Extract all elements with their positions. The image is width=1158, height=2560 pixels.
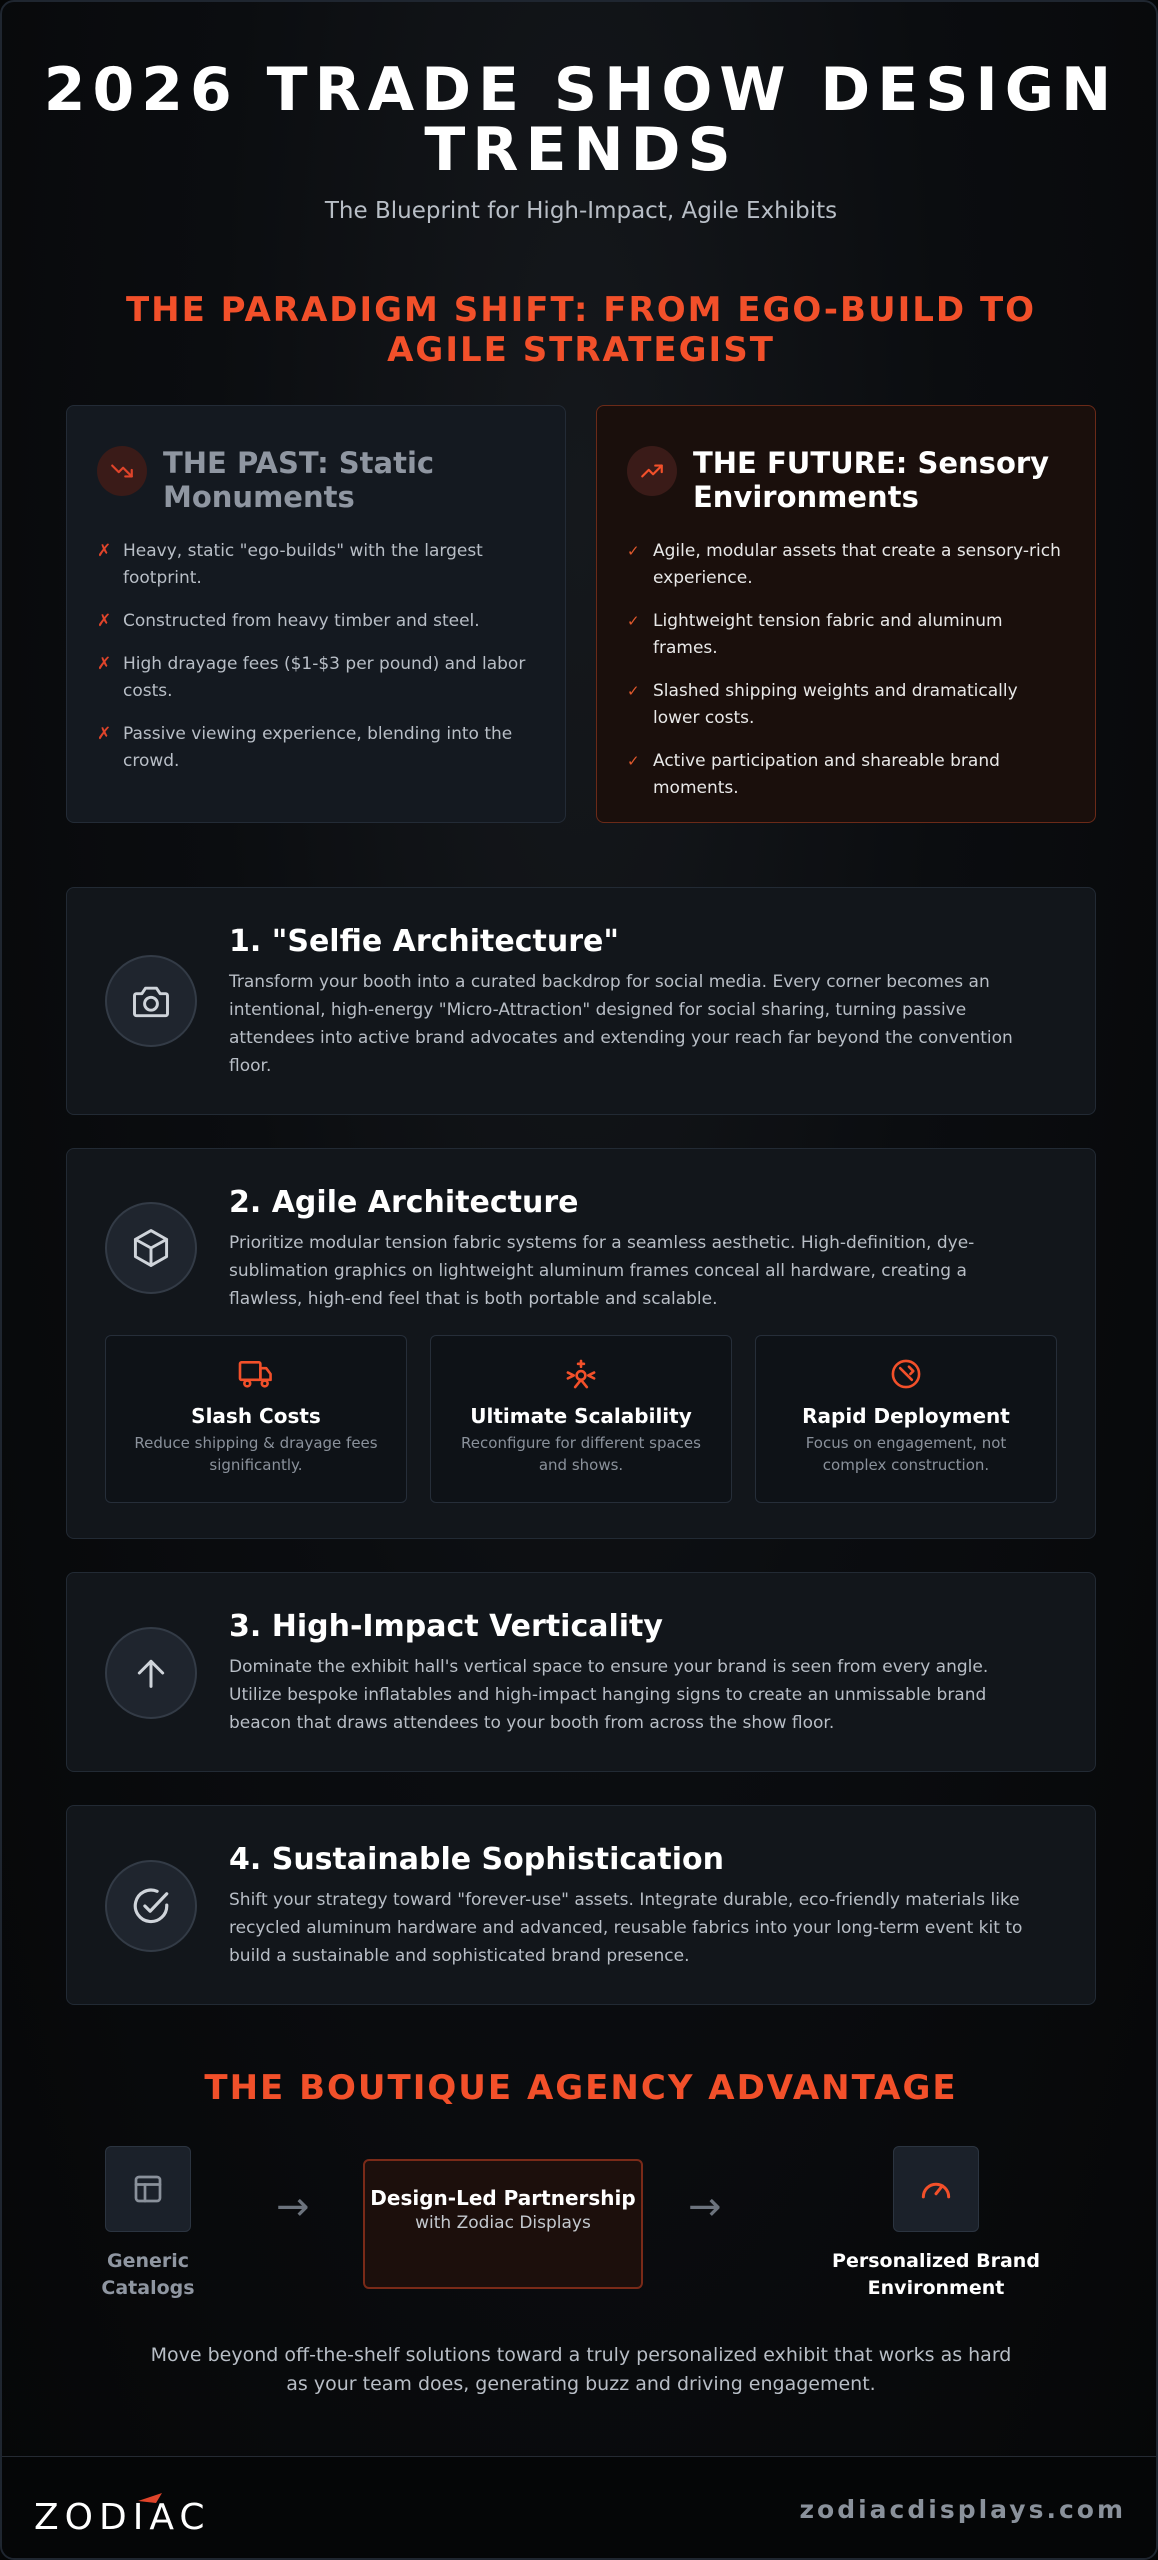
svg-text:ZODIAC: ZODIAC: [34, 2497, 204, 2537]
benefit-title: Slash Costs: [191, 1404, 321, 1428]
trend-card-sustainable: [66, 1805, 1096, 2005]
advantage-heading: THE BOUTIQUE AGENCY ADVANTAGE: [204, 2068, 958, 2108]
future-card: [596, 405, 1096, 823]
check-icon: ✓: [627, 682, 640, 700]
catalog-icon: [105, 2146, 191, 2232]
trend-description: Dominate the exhibit hall's vertical space to ensure your brand is seen from every angle. Utilize bespoke inflatables and high-impact hanging signs to create an unmissable brand beacon that draws attendees to your booth from across the show floor.: [229, 1657, 989, 1733]
benefit-slash-costs: [105, 1335, 407, 1503]
future-list: [627, 538, 1065, 802]
benefit-rapid-deployment: [755, 1335, 1057, 1503]
partnership-title: Design-Led Partnership: [370, 2186, 636, 2210]
design-led-partnership-box: [363, 2159, 643, 2289]
benefit-description: Focus on engagement, not complex construction.: [805, 1434, 1007, 1474]
trend-description: Shift your strategy toward "forever-use" assets. Integrate durable, eco-friendly materials like recycled aluminum hardware and advanced, reusable fabrics into your long-term event kit to build a sustainable and sophisticated brand presence.: [229, 1890, 1023, 1966]
list-item: ✓ Slashed shipping weights and dramatically lower costs.: [627, 678, 1065, 732]
truck-icon: [106, 1358, 406, 1394]
zodiac-logo[interactable]: [34, 2487, 204, 2537]
cross-icon: ✗: [97, 541, 112, 561]
benefit-ultimate-scalability: [430, 1335, 732, 1503]
list-item: ✓ Active participation and shareable brand moments.: [627, 748, 1065, 802]
page-title: 2026 TRADE SHOW DESIGN TRENDS: [43, 55, 1119, 185]
check-icon: ✓: [627, 752, 640, 770]
trend-title: 4. Sustainable Sophistication: [229, 1842, 724, 1877]
future-title: THE FUTURE: Sensory Environments: [693, 446, 1050, 514]
trending-up-icon: [627, 446, 677, 496]
past-card: [66, 405, 566, 823]
trend-title: 2. Agile Architecture: [229, 1185, 579, 1220]
arrow-right-icon: →: [276, 2184, 310, 2230]
arrow-up-icon: [105, 1627, 197, 1719]
list-item: ✓ Agile, modular assets that create a sensory-rich experience.: [627, 538, 1065, 592]
gauge-icon: [893, 2146, 979, 2232]
check-icon: ✓: [627, 542, 640, 560]
website-link[interactable]: zodiacdisplays.com: [799, 2495, 1126, 2524]
expand-icon: [431, 1358, 731, 1394]
trend-title: 1. "Selfie Architecture": [229, 924, 619, 959]
closing-statement: Move beyond off-the-shelf solutions toward a truly personalized exhibit that works as hard as your team does, generating buzz and driving engagement.: [150, 2344, 1012, 2395]
generic-catalogs-label: Generic Catalogs: [101, 2250, 195, 2299]
check-icon: ✓: [627, 612, 640, 630]
past-title: THE PAST: Static Monuments: [163, 446, 435, 514]
benefit-title: Ultimate Scalability: [470, 1404, 692, 1428]
partnership-subtitle: with Zodiac Displays: [415, 2213, 591, 2233]
camera-icon: [105, 955, 197, 1047]
page-subtitle: The Blueprint for High-Impact, Agile Exhibits: [324, 198, 838, 224]
benefit-description: Reconfigure for different spaces and shows.: [461, 1434, 701, 1474]
personalized-environment-label: Personalized Brand Environment: [832, 2250, 1040, 2299]
list-item: ✓ Lightweight tension fabric and aluminum frames.: [627, 608, 1065, 662]
list-item: ✗ Heavy, static "ego-builds" with the largest footprint.: [97, 538, 535, 592]
benefit-title: Rapid Deployment: [802, 1404, 1010, 1428]
trend-title: 3. High-Impact Verticality: [229, 1609, 663, 1644]
trend-description: Prioritize modular tension fabric systems for a seamless aesthetic. High-definition, dye-sublimation graphics on lightweight aluminum frames conceal all hardware, creating a flawless, high-end feel that is both portable and scalable.: [229, 1233, 975, 1309]
cube-icon: [105, 1202, 197, 1294]
list-item: ✗ Constructed from heavy timber and steel.: [97, 608, 535, 635]
footer: [2, 2456, 1158, 2560]
cross-icon: ✗: [97, 724, 112, 744]
trend-description: Transform your booth into a curated backdrop for social media. Every corner becomes an intentional, high-energy "Micro-Attraction" designed for social sharing, turning passive attendees into active brand advocates and extending your reach far beyond the convention floor.: [229, 972, 1013, 1076]
paradigm-heading: THE PARADIGM SHIFT: FROM EGO-BUILD TO AGILE STRATEGIST: [125, 290, 1037, 370]
cross-icon: ✗: [97, 654, 112, 674]
wrench-icon: [756, 1358, 1056, 1394]
check-circle-icon: [105, 1860, 197, 1952]
benefit-description: Reduce shipping & drayage fees significantly.: [134, 1434, 378, 1474]
cross-icon: ✗: [97, 611, 112, 631]
arrow-right-icon: →: [688, 2184, 722, 2230]
trend-card-verticality: [66, 1572, 1096, 1772]
trending-down-icon: [97, 446, 147, 496]
list-item: ✗ High drayage fees ($1-$3 per pound) and labor costs.: [97, 651, 535, 705]
past-list: [97, 538, 535, 775]
trend-card-agile-architecture: [66, 1148, 1096, 1539]
list-item: ✗ Passive viewing experience, blending into the crowd.: [97, 721, 535, 775]
trend-card-selfie-architecture: [66, 887, 1096, 1115]
